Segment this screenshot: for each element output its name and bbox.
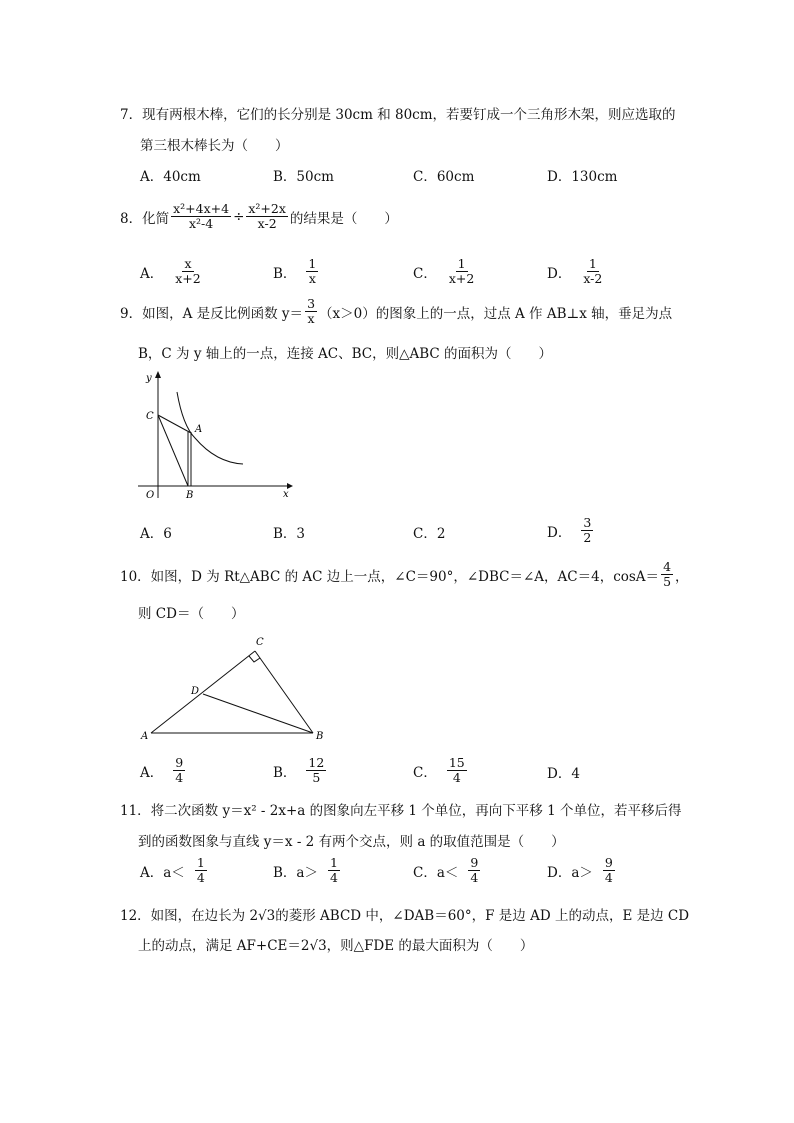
q9-line1-b: （x＞0）的图象上的一点，过点 A 作 AB⊥x 轴，垂足为点 [319, 305, 673, 322]
q8-fraction-1 [171, 202, 231, 231]
q9-label-o: O [146, 490, 155, 500]
q10-segment-db [203, 694, 313, 733]
q9-option-b[interactable]: B．3 [273, 526, 306, 542]
q11-line2: 到的函数图象与直线 y＝x - 2 有两个交点，则 a 的取值范围是（ ） [138, 834, 565, 850]
q10-option-c-num: 15 [448, 755, 465, 770]
q10-option-b-label: B． [273, 764, 297, 781]
q11-option-d-num: 9 [604, 855, 613, 870]
q10-option-c-den: 4 [452, 770, 461, 785]
q8-option-d-label: D． [547, 265, 572, 282]
q9-label-a: A [195, 424, 203, 435]
q8-prefix: 8．化简 [120, 210, 170, 227]
q9-y-arrow [155, 371, 161, 378]
q8-frac1-num: x²+4x+4 [173, 201, 230, 216]
q8-divide-sign: ÷ [233, 208, 245, 225]
q10-line2: 则 CD＝（ ） [138, 606, 245, 622]
q11-option-a-num: 1 [196, 855, 205, 870]
q11-options [140, 856, 660, 896]
q8-suffix: 的结果是（ ） [289, 210, 398, 227]
q9-label-y: y [146, 373, 152, 384]
q11-line1: 11．将二次函数 y＝x² - 2x+a 的图象向左平移 1 个单位，再向下平移 1 个单位，若平移后得 [120, 803, 682, 819]
q9-option-d-label: D． [547, 524, 572, 541]
q11-option-a[interactable] [140, 856, 209, 885]
q8-option-c[interactable] [413, 257, 478, 286]
q8-options [140, 257, 660, 297]
q9-option-d-num: 3 [583, 515, 592, 530]
q12-line2: 上的动点，满足 AF+CE＝2√3，则△FDE 的最大面积为（ ） [138, 938, 534, 954]
q11-option-c-den: 4 [470, 870, 479, 885]
q10-label-c: C [256, 637, 264, 648]
q8-option-b[interactable] [273, 257, 320, 286]
q9-hyperbola [177, 392, 243, 464]
q8-option-a-den: x+2 [175, 271, 201, 286]
q7-option-a[interactable]: A．40cm [140, 169, 201, 185]
q9-fraction [305, 297, 317, 326]
q10-options [140, 756, 660, 796]
q8-option-d[interactable] [547, 257, 606, 286]
q10-option-c-label: C． [413, 764, 437, 781]
q7-line2: 第三根木棒长为（ ） [140, 138, 289, 154]
q10-label-d: D [191, 686, 200, 697]
q10-option-b-den: 5 [312, 770, 321, 785]
q9-frac-num: 3 [307, 296, 316, 311]
q9-segment-cb [158, 415, 188, 486]
q11-option-b-den: 4 [329, 870, 338, 885]
q8-fraction-2 [246, 202, 288, 231]
q10-option-a-den: 4 [175, 770, 184, 785]
q8-option-b-den: x [308, 271, 316, 286]
q7-option-d[interactable]: D．130cm [547, 169, 618, 185]
q10-segment-cb [255, 651, 313, 733]
q8-option-d-den: x-2 [583, 271, 603, 286]
q11-option-d[interactable] [547, 856, 617, 885]
q8-option-a[interactable] [140, 257, 205, 286]
q9-line2: B，C 为 y 轴上的一点，连接 AC、BC，则△ABC 的面积为（ ） [138, 346, 553, 362]
q7-options [140, 165, 660, 205]
q8-line1 [120, 202, 398, 231]
q10-option-c[interactable] [413, 756, 469, 785]
q8-option-a-label: A． [140, 265, 164, 282]
q8-frac1-den: x²-4 [188, 216, 214, 231]
q8-option-c-den: x+2 [448, 271, 475, 286]
q10-fraction [661, 560, 673, 589]
q10-option-d[interactable]: D．4 [547, 766, 580, 782]
q8-option-a-num: x [184, 256, 192, 271]
q9-options [140, 516, 660, 556]
q8-option-b-label: B． [273, 265, 297, 282]
q9-label-c: C [146, 411, 154, 422]
q9-label-x: x [283, 489, 289, 500]
q11-option-d-label: D．a＞ [547, 864, 593, 881]
q11-option-a-label: A．a＜ [140, 864, 185, 881]
q9-option-a[interactable]: A．6 [140, 526, 172, 542]
q10-right-angle-mark [249, 656, 260, 662]
q8-option-c-label: C． [413, 265, 437, 282]
q9-line1 [120, 297, 672, 326]
q11-option-c[interactable] [413, 856, 482, 885]
q10-option-b[interactable] [273, 756, 328, 785]
q11-option-b-label: B．a＞ [273, 864, 318, 881]
q8-option-d-num: 1 [588, 256, 597, 271]
q10-figure [135, 632, 335, 747]
q8-frac2-num: x²+2x [248, 201, 286, 216]
q10-label-a: A [141, 731, 149, 742]
q10-segment-ac [151, 651, 255, 733]
q12-line1: 12．如图，在边长为 2√3的菱形 ABCD 中，∠DAB＝60°，F 是边 AD 上的动点，E 是边 CD [120, 908, 690, 924]
q11-option-a-den: 4 [196, 870, 205, 885]
q9-figure [135, 370, 295, 500]
q9-line1-a: 9．如图，A 是反比例函数 y＝ [120, 305, 304, 322]
q7-line1: 7．现有两根木棒，它们的长分别是 30cm 和 80cm，若要钉成一个三角形木架，则应选取的 [120, 107, 676, 123]
q10-option-a-label: A． [140, 764, 164, 781]
q8-option-b-num: 1 [308, 256, 317, 271]
q10-option-b-num: 12 [308, 755, 325, 770]
q8-option-c-num: 1 [457, 256, 466, 271]
q8-frac2-den: x-2 [257, 216, 277, 231]
q9-frac-den: x [307, 311, 315, 326]
q11-option-d-den: 4 [604, 870, 613, 885]
q11-option-b[interactable] [273, 856, 342, 885]
q10-option-a-num: 9 [175, 755, 184, 770]
q9-option-d-den: 2 [583, 530, 592, 545]
q11-option-b-num: 1 [329, 855, 338, 870]
q7-option-b[interactable]: B．50cm [273, 169, 334, 185]
q11-option-c-label: C．a＜ [413, 864, 459, 881]
q9-label-b: B [186, 490, 194, 500]
q9-option-d[interactable] [547, 516, 595, 545]
q7-option-c[interactable]: C．60cm [413, 169, 475, 185]
q10-frac-num: 4 [663, 559, 672, 574]
q9-option-c[interactable]: C．2 [413, 526, 446, 542]
q10-line1-a: 10．如图，D 为 Rt△ABC 的 AC 边上一点，∠C＝90°，∠DBC＝∠A，AC＝4，cosA＝ [120, 568, 660, 585]
q11-option-c-num: 9 [470, 855, 479, 870]
q10-line1 [120, 560, 689, 589]
q10-option-a[interactable] [140, 756, 187, 785]
q10-frac-den: 5 [663, 574, 672, 589]
q10-label-b: B [316, 731, 324, 742]
q10-line1-b: ， [675, 568, 689, 585]
